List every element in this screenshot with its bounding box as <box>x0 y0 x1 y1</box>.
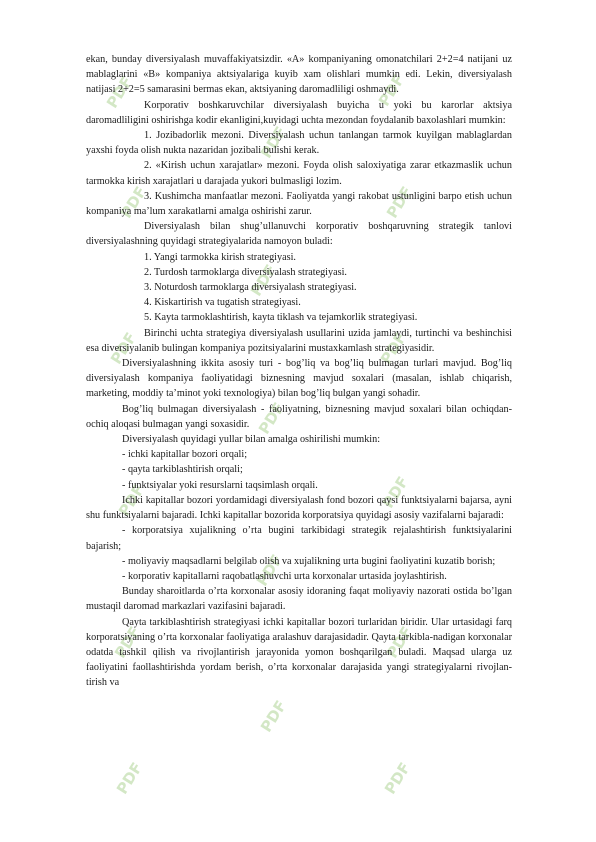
svg-text:PDF: PDF <box>115 481 146 520</box>
svg-text:PDF: PDF <box>377 329 408 368</box>
svg-text:PDF: PDF <box>255 399 286 438</box>
paragraph: Diversiyalashning ikkita asosiy turi - bog’liq va bog’liq bulmagan turlari mavjud. Bog’liq diversiyalash kompaniya faoliyatidagi biznesning mavjud soxalari (masalan, ishlab chiqarish, marketing, moddiy ta’minot yoki texnologiya) bilan bog’liq bulgan yangi sohadir. <box>86 358 512 400</box>
paragraph: Diversiyalash bilan shug’ullanuvchi korporativ boshqaruvning strategik tanlovi diversiyalashning quyidagi strategiyalarida namoyon buladi: <box>86 221 512 248</box>
svg-text:PDF: PDF <box>257 123 288 162</box>
watermark-mark <box>250 686 288 750</box>
paragraph: Bunday sharoitlarda o’rta korxonalar asosiy idoraning faqat moliyaviy nazorati ostida bo’lgan mustaqil daromad markazlari vazifasini bajaradi. <box>86 586 512 613</box>
paragraph: - korporativ kapitallarni raqobatlashuvchi urta korxonalar urtasida joylashtirish. <box>122 570 447 582</box>
svg-text:PDF: PDF <box>113 759 144 798</box>
paragraph: Bog’liq bulmagan diversiyalash - faoliyatning, biznesning mavjud soxalari bilan ochiqdan-ochiq aloqasi bulmagan yangi soxasidir. <box>86 403 512 430</box>
paragraph: ekan, bunday diversiyalash muvaffakiyatsizdir. «A» kompaniyaning omonatchilari 2+2=4 natijani uz mablaglarini «B» kompaniya aktsiyalariga kuyib xam olishlari mumkin edi. Lekin, diversiyalash natijasi 2+2=5 samarasini bermas ekan, aktsiyaning daromadliligi oshmaydi. <box>86 54 512 96</box>
svg-text:PDF: PDF <box>253 551 284 590</box>
paragraph: - qayta tarkiblashtirish orqali; <box>122 464 243 476</box>
watermark-mark <box>374 748 412 812</box>
svg-text:PDF: PDF <box>107 329 138 368</box>
svg-text:PDF: PDF <box>117 183 148 222</box>
paragraph: - korporatsiya xujalikning o’rta bugini tarkibidagi strategik rejalashtirish funktsiyalarini bajarish; <box>86 525 512 552</box>
svg-text:PDF: PDF <box>257 697 288 736</box>
paragraph: - ichki kapitallar bozori orqali; <box>122 449 248 461</box>
paragraph: 4. Kiskartirish va tugatish strategiyasi. <box>144 297 301 309</box>
paragraph: 1. Yangi tarmokka kirish strategiyasi. <box>144 251 296 263</box>
svg-text:PDF: PDF <box>375 71 406 110</box>
paragraph: 2. Turdosh tarmoklarga diversiyalash strategiyasi. <box>144 266 347 278</box>
svg-text:PDF: PDF <box>383 623 414 662</box>
watermark-mark <box>106 748 144 812</box>
paragraph: Korporativ boshkaruvchilar diversiyalash buyicha u yoki bu karorlar aktsiya daromadliligini oshirishga kodir ekanligini,kuyidagi uchta mezondan foydalanib baxolashlari mumkin: <box>86 99 512 126</box>
paragraph: Qayta tarkiblashtirish strategiyasi ichki kapitallar bozori turlaridan biridir. Ular urtasidagi farq korporatsiyaning o’rta korxonalar faoliyatiga aralashuv darajasidadir. Qayta tarkibla-nadigan korxonalar odatda tashkil qilish va rivojlantirish jarayonida yomon boshqarilgan buladi. Maqsad ularga uz faoliyatini faollashtirishda yordam berish, o’rta korxonalar darajasida yangi strategiyalarni rivojlan-tirish va <box>86 616 512 689</box>
document-body <box>86 52 512 691</box>
svg-text:PDF: PDF <box>379 473 410 512</box>
paragraph: - moliyaviy maqsadlarni belgilab olish va xujalikning urta bugini faoliyatini kuzatib borish; <box>122 555 496 567</box>
paragraph: 5. Kayta tarmoklashtirish, kayta tiklash va tejamkorlik strategiyasi. <box>144 312 418 324</box>
svg-text:PDF: PDF <box>383 183 414 222</box>
paragraph: - funktsiyalar yoki resurslarni taqsimlash orqali. <box>122 479 318 491</box>
paragraph: Birinchi uchta strategiya diversiyalash usullarini uzida jamlaydi, turtinchi va beshinchisi esa diversiyalanib bulingan kompaniya pozitsiyalarini mustaxkamlash strategiyasidir. <box>86 327 512 354</box>
svg-text:PDF: PDF <box>247 261 278 300</box>
paragraph: 1. Jozibadorlik mezoni. Diversiyalash uchun tanlangan tarmok kuyilgan mablaglardan yaxshi foyda olish nukta nazaridan jozibali bulishi kerak. <box>86 130 512 157</box>
paragraph: 2. «Kirish uchun xarajatlar» mezoni. Foyda olish saloxiyatiga zarar etkazmaslik uchun tarmokka kirish xarajatlari u darajada yukori bulmasligi lozim. <box>86 160 512 187</box>
svg-text:PDF: PDF <box>111 623 142 662</box>
svg-text:PDF: PDF <box>103 73 134 112</box>
paragraph: 3. Kushimcha manfaatlar mezoni. Faoliyatda yangi rakobat ustunligini barpo etish uchun kompaniya ma’lum xarakatlarni amalga oshirishi zarur. <box>86 190 512 218</box>
paragraph: 3. Noturdosh tarmoklarga diversiyalash strategiyasi. <box>144 282 357 294</box>
svg-text:PDF: PDF <box>381 759 412 798</box>
paragraph: Ichki kapitallar bozori yordamidagi diversiyalash fond bozori qaysi funktsiyalarni bajarsa, ayni shu funktsiyalarni bajaradi. Ichki kapitallar bozorida korporatsiya quyidagi asosiy vazifalarni bajaradi: <box>86 494 512 522</box>
paragraph: Diversiyalash quyidagi yullar bilan amalga oshirilishi mumkin: <box>122 434 381 446</box>
